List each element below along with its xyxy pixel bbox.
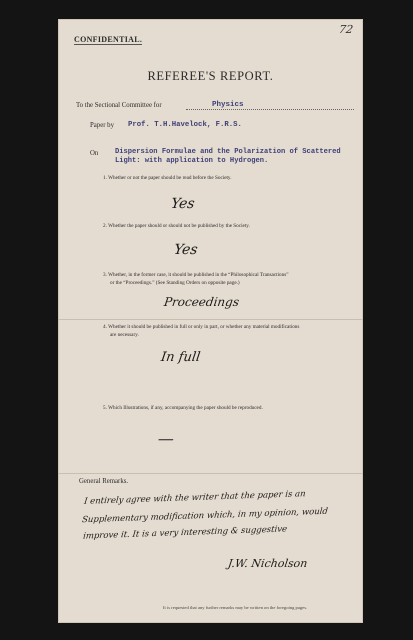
general-remarks-label: General Remarks. <box>79 478 129 485</box>
page-number: 72 <box>338 23 354 36</box>
question-2: 2. Whether the paper should or should not be published by the Society. <box>103 223 250 229</box>
paper-by-label: Paper by <box>90 122 114 129</box>
footer-note: It is requested that any further remarks may be written on the foregoing pages. <box>163 605 308 610</box>
question-4-line2: are necessary. <box>110 332 139 338</box>
answer-1: Yes <box>169 196 196 212</box>
referee-report-sheet <box>58 19 363 623</box>
answer-4: In full <box>159 350 202 365</box>
fold-line <box>58 473 363 474</box>
question-3-line2: or the “Proceedings.” (See Standing Orders on opposite page.) <box>110 280 240 286</box>
paper-on-label: On <box>90 150 99 157</box>
remarks-line-1: I entirely agree with the writer that the paper is an <box>83 489 307 507</box>
committee-value: Physics <box>212 101 244 109</box>
answer-3: Proceedings <box>163 295 241 309</box>
confidential-label: CONFIDENTIAL. <box>74 35 143 44</box>
question-5: 5. Which Illustrations, if any, accompanying the paper should be reproduced. <box>103 405 263 411</box>
remarks-line-2: Supplementary modification which, in my opinion, would <box>81 506 329 526</box>
answer-5: — <box>156 429 176 448</box>
page-title: REFEREE'S REPORT. <box>147 69 274 83</box>
question-1: 1. Whether or not the paper should be read before the Society. <box>103 175 232 181</box>
question-3-line1: 3. Whether, in the former case, it should be published in the “Philosophical Transactions” <box>103 272 289 278</box>
committee-label: To the Sectional Committee for <box>76 102 162 109</box>
remarks-line-3: improve it. It is a very interesting & suggestive <box>82 524 288 542</box>
signature: J.W. Nicholson <box>227 557 309 570</box>
paper-title-line2: Light: with application to Hydrogen. <box>115 157 269 165</box>
committee-line <box>186 109 354 110</box>
question-4-line1: 4. Whether it should be published in full or only in part, or whether any material modifications <box>103 324 300 330</box>
paper-title-line1: Dispersion Formulae and the Polarization of Scattered <box>115 148 341 156</box>
answer-2: Yes <box>172 242 199 258</box>
paper-by-value: Prof. T.H.Havelock, F.R.S. <box>128 121 242 129</box>
fold-line <box>58 319 363 320</box>
